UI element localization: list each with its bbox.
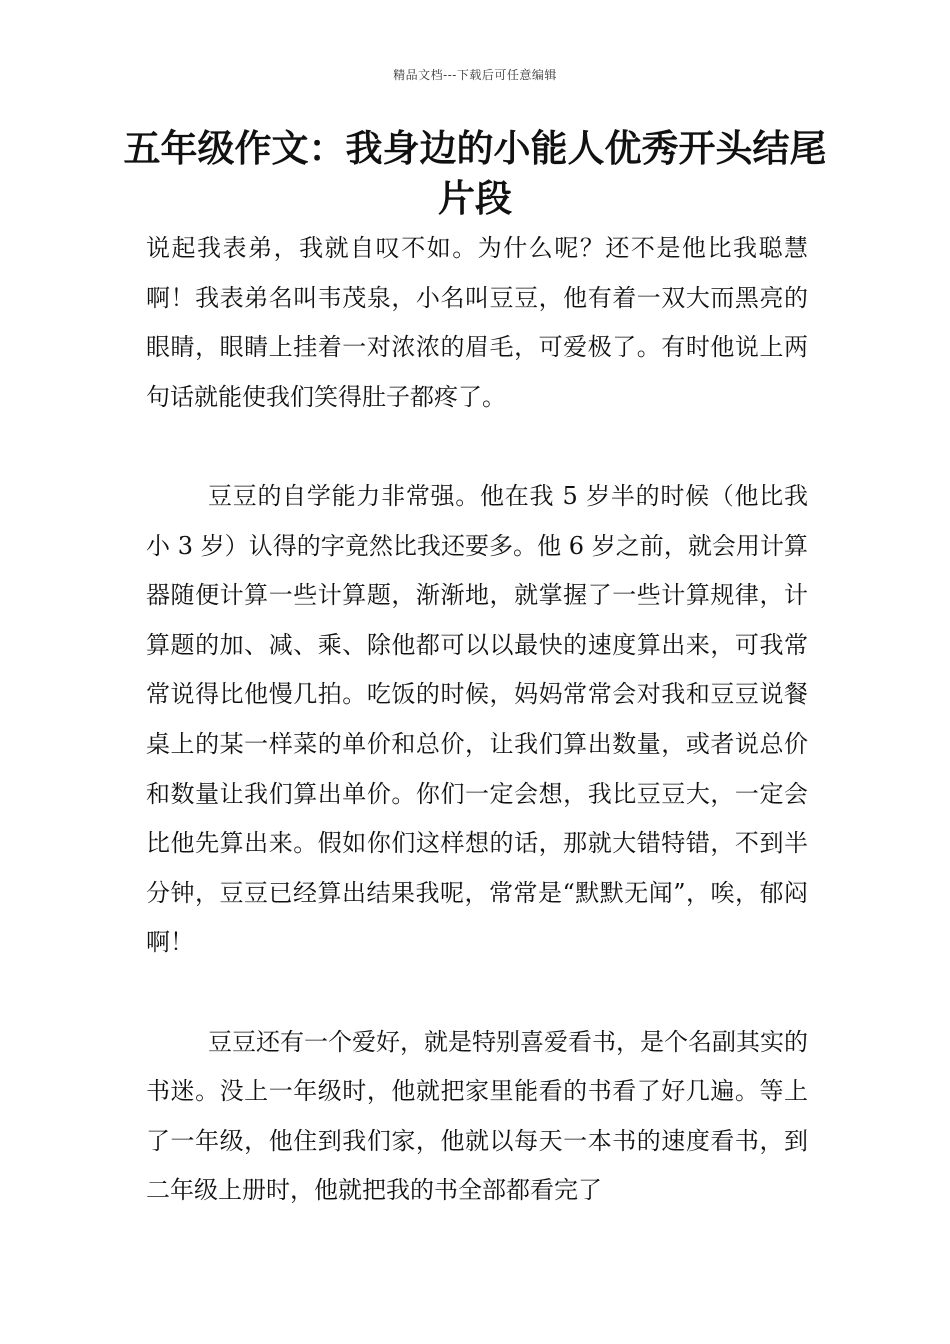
paragraph-spacer	[146, 422, 808, 472]
document-title: 五年级作文：我身边的小能人优秀开头结尾片段	[123, 127, 827, 220]
paragraph-2: 豆豆的自学能力非常强。他在我 5 岁半的时候（他比我小 3 岁）认得的字竟然比我还要多。他 6 岁之前，就会用计算器随便计算一些计算题，渐渐地，就掌握了一些计算规律，计算题的加、减、乘、除他都可以以最快的速度算出来，可我常常说得比他慢几拍。吃饭的时候，妈妈常常会对我和豆豆说餐桌上的某一样菜的单价和总价，让我们算出数量，或者说总价和数量让我们算出单价。你们一定会想，我比豆豆大，一定会比他先算出来。假如你们这样想的话，那就大错特错，不到半分钟，豆豆已经算出结果我呢，常常是“默默无闻”，唉，郁闷啊！	[146, 481, 808, 957]
paragraph-1: 说起我表弟，我就自叹不如。为什么呢？还不是他比我聪慧啊！我表弟名叫韦茂泉，小名叫豆豆，他有着一双大而黑亮的眼睛，眼睛上挂着一对浓浓的眉毛，可爱极了。有时他说上两句话就能使我们笑得肚子都疼了。	[146, 234, 808, 411]
paragraph-spacer	[146, 968, 808, 1018]
document-body	[146, 224, 808, 1216]
paragraph-3: 豆豆还有一个爱好，就是特别喜爱看书，是个名副其实的书迷。没上一年级时，他就把家里能看的书看了好几遍。等上了一年级，他住到我们家，他就以每天一本书的速度看书，到二年级上册时，他就把我的书全部都看完了	[146, 1027, 808, 1205]
header-note: 精品文档---下载后可任意编辑	[393, 68, 557, 82]
